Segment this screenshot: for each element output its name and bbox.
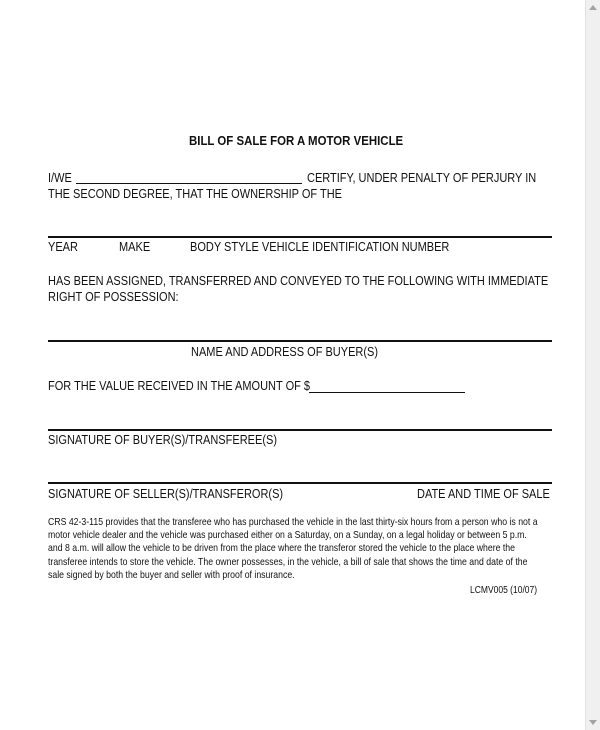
buyer-name-address-label: NAME AND ADDRESS OF BUYER(S) — [191, 345, 379, 359]
transfer-line-1: HAS BEEN ASSIGNED, TRANSFERRED AND CONVEYED TO THE FOLLOWING WITH IMMEDIATE — [48, 274, 549, 288]
certify-name-blank[interactable] — [76, 172, 302, 184]
vehicle-info-line[interactable] — [48, 236, 552, 238]
seller-signature-line[interactable] — [48, 482, 552, 484]
statute-line: CRS 42-3-115 provides that the transferee who has purchased the vehicle in the last thirty-six hours from a person who is not a — [48, 516, 538, 528]
certify-suffix: CERTIFY, UNDER PENALTY OF PERJURY IN — [307, 171, 537, 185]
vertical-scrollbar[interactable] — [585, 0, 600, 730]
date-time-label: DATE AND TIME OF SALE — [417, 487, 550, 501]
certify-prefix: I/WE — [48, 171, 72, 185]
amount-blank[interactable] — [309, 381, 465, 393]
body-vin-label: BODY STYLE VEHICLE IDENTIFICATION NUMBER — [190, 240, 450, 254]
certify-line-2: THE SECOND DEGREE, THAT THE OWNERSHIP OF THE — [48, 187, 342, 201]
form-number: LCMV005 (10/07) — [470, 585, 538, 596]
scroll-up-icon[interactable] — [589, 5, 597, 10]
buyer-signature-line[interactable] — [48, 429, 552, 431]
statute-text — [48, 516, 553, 582]
year-label: YEAR — [48, 240, 78, 254]
statute-line: sale signed by both the buyer and seller with proof of insurance. — [48, 568, 295, 581]
buyer-name-address-line[interactable] — [48, 340, 552, 342]
buyer-signature-label: SIGNATURE OF BUYER(S)/TRANSFEREE(S) — [48, 433, 277, 447]
make-label: MAKE — [119, 240, 151, 254]
statute-line: motor vehicle dealer and the vehicle was purchased either on a Saturday, on a Sunday, on a legal holiday or between 5 p.m. — [48, 529, 527, 542]
statute-line: and 8 a.m. will allow the vehicle to be driven from the place where the transferor stored the vehicle to the place where the — [48, 542, 515, 555]
statute-line: transferee intends to store the vehicle. The owner possesses, in the vehicle, a bill of sale that shows the time and date of the — [48, 555, 528, 568]
value-received-label: FOR THE VALUE RECEIVED IN THE AMOUNT OF $ — [48, 379, 311, 393]
scroll-down-icon[interactable] — [589, 720, 597, 725]
form-title: BILL OF SALE FOR A MOTOR VEHICLE — [189, 133, 404, 148]
transfer-line-2: RIGHT OF POSSESSION: — [48, 290, 179, 304]
seller-signature-label: SIGNATURE OF SELLER(S)/TRANSFEROR(S) — [48, 487, 284, 501]
